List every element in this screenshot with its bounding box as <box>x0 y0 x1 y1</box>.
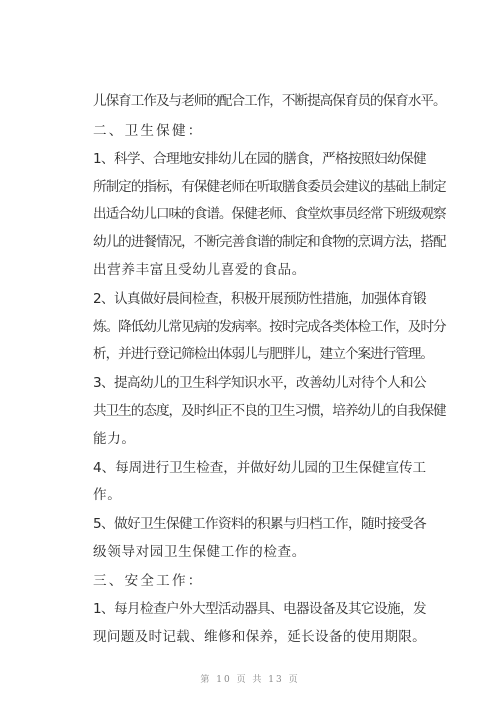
body-text-line: 级领导对园卫生保健工作的检查。 <box>93 544 306 560</box>
body-text-line: 5、做好卫生保健工作资料的积累与归档工作，随时接受各 <box>93 516 426 532</box>
section-heading: 二、卫生保健： <box>93 123 204 139</box>
body-text-line: 1、科学、合理地安排幼儿在园的膳食，严格按照妇幼保健 <box>93 151 426 167</box>
body-text-line: 2、认真做好晨间检查，积极开展预防性措施，加强体育锻 <box>93 291 426 307</box>
page-number-footer: 第 10 页 共 13 页 <box>200 675 300 685</box>
body-text-line: 共卫生的态度，及时纠正不良的卫生习惯，培养幼儿的自我保健 <box>93 403 446 419</box>
body-text-line: 出适合幼儿口味的食谱。保健老师、食堂炊事员经常下班级观察 <box>93 206 446 222</box>
body-text-line: 作。 <box>93 487 122 503</box>
body-text-line: 3、提高幼儿的卫生科学知识水平，改善幼儿对待个人和公 <box>93 375 426 391</box>
body-text-line: 炼。降低幼儿常见病的发病率。按时完成各类体检工作，及时分 <box>93 319 446 335</box>
body-text-line: 4、每周进行卫生检查，并做好幼儿园的卫生保健宣传工 <box>93 460 426 476</box>
body-text-line: 所制定的指标，有保健老师在听取膳食委员会建议的基础上制定 <box>93 179 446 195</box>
body-text-line: 析，并进行登记筛检出体弱儿与肥胖儿，建立个案进行管理。 <box>93 346 434 362</box>
section-heading: 三、安全工作： <box>93 573 204 589</box>
body-text-line: 幼儿的进餐情况，不断完善食谱的制定和食物的烹调方法，搭配 <box>93 234 446 250</box>
body-text-line: 1、每月检查户外大型活动器具、电器设备及其它设施，发 <box>93 601 426 617</box>
body-text-line: 儿保育工作及与老师的配合工作，不断提高保育员的保育水平。 <box>93 93 446 109</box>
body-text-line: 出营养丰富且受幼儿喜爱的食品。 <box>93 262 306 278</box>
body-text-line: 能力。 <box>93 431 136 447</box>
body-text-line: 现问题及时记载、维修和保养，延长设备的使用期限。 <box>93 629 426 645</box>
